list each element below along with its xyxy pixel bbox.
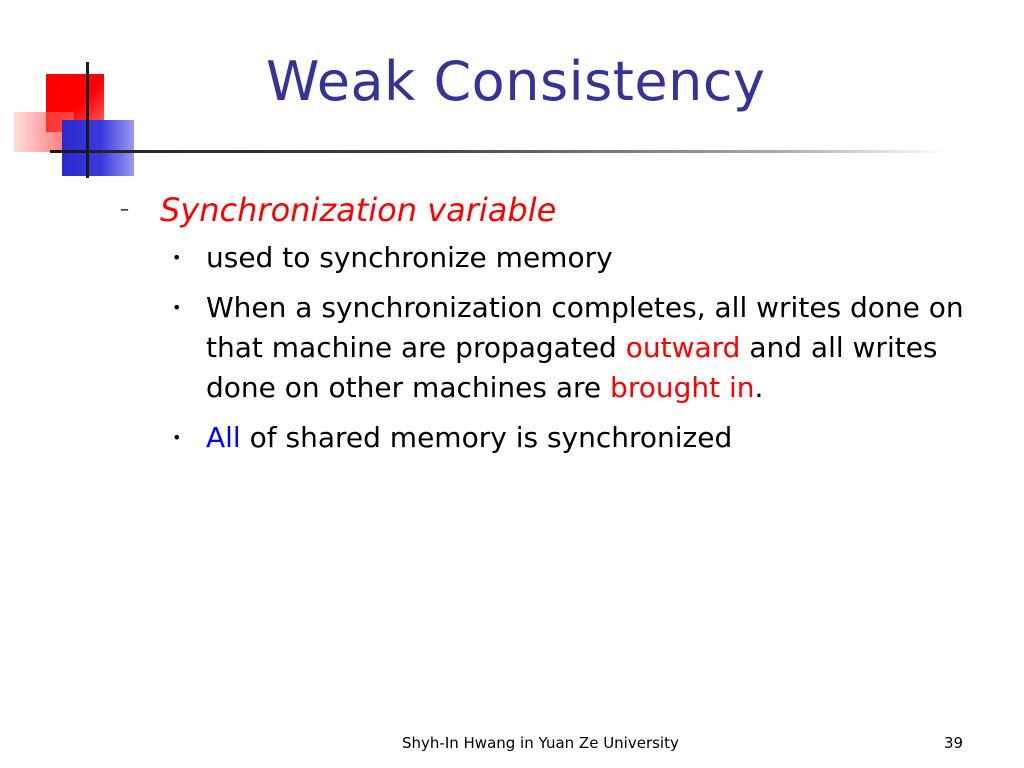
bullet-text: of shared memory is synchronized <box>240 421 733 454</box>
decorative-logo <box>0 0 160 190</box>
bullet-item <box>120 238 1000 278</box>
bullet-text: used to synchronize memory <box>206 241 613 274</box>
slide-content <box>120 188 1000 468</box>
bullet-item <box>120 288 1000 408</box>
logo-vertical-line <box>86 62 89 178</box>
emphasis-all: All <box>206 421 241 454</box>
bullet-text: and all writes done on other machines are <box>206 331 938 404</box>
bullet-marker: • <box>172 298 182 317</box>
emphasis-outward: outward <box>625 331 741 364</box>
bullet-marker: • <box>172 428 182 447</box>
level1-text: Synchronization variable <box>160 191 557 229</box>
bullet-list <box>120 238 1000 458</box>
footer-author: Shyh-In Hwang in Yuan Ze University <box>402 734 679 752</box>
slide-title: Weak Consistency <box>266 50 766 113</box>
logo-blue-square <box>62 120 134 176</box>
level1-item <box>120 188 1000 232</box>
title-divider <box>88 150 948 153</box>
emphasis-brought-in: brought in <box>610 371 755 404</box>
bullet-text: . <box>754 371 764 404</box>
bullet-text: When a synchronization completes, all writes done on that machine are propagated <box>206 291 964 364</box>
page-number: 39 <box>944 734 964 752</box>
bullet-marker: • <box>172 248 182 267</box>
bullet-item <box>120 418 1000 458</box>
dash-marker: – <box>120 199 129 220</box>
